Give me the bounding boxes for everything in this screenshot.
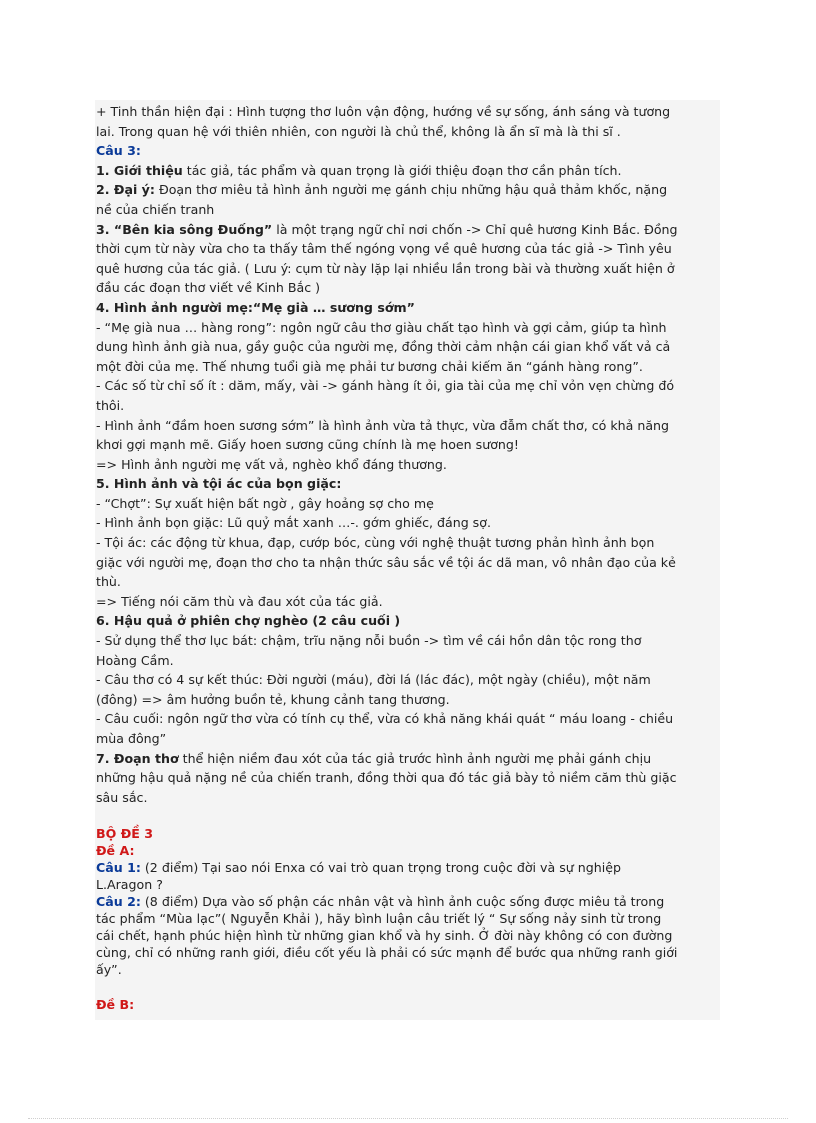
text-line: thù.: [96, 574, 121, 590]
text-line: một đời của mẹ. Thế nhưng tuổi già mẹ phải tư bương chải kiếm ăn “gánh hàng rong”.: [96, 358, 643, 374]
spacer: [96, 978, 720, 996]
cau3-heading: Câu 3:: [96, 143, 141, 159]
point-1: 1. Giới thiệu tác giả, tác phẩm và quan trọng là giới thiệu đoạn thơ cần phân tích.: [96, 162, 622, 178]
text-line: tác phẩm “Mùa lạc”( Nguyễn Khải ), hãy bình luận câu triết lý “ Sự sống nảy sinh từ trong: [96, 911, 662, 927]
text-line: giặc với người mẹ, đoạn thơ cho ta nhận thức sâu sắc về tội ác dã man, vô nhân đạo của kẻ: [96, 554, 676, 570]
text-line: - Hình ảnh bọn giặc: Lũ quỷ mắt xanh …-. gớm ghiếc, đáng sợ.: [96, 515, 491, 531]
intro-line: + Tinh thần hiện đại : Hình tượng thơ luôn vận động, hướng về sự sống, ánh sáng và tương: [96, 104, 671, 119]
text-line: dung hình ảnh già nua, gầy guộc của người mẹ, đồng thời cảm nhận cái gian khổ vất vả cả: [96, 339, 671, 355]
text-line: => Hình ảnh người mẹ vất vả, nghèo khổ đáng thương.: [96, 456, 447, 472]
text-line: Hoàng Cầm.: [96, 652, 174, 668]
question-2-label: Câu 2:: [96, 894, 141, 910]
document-content: [96, 102, 720, 1013]
text-line: L.Aragon ?: [96, 877, 163, 893]
point-6-heading: 6. Hậu quả ở phiên chợ nghèo (2 câu cuối ): [96, 613, 401, 629]
question-2: Câu 2: (8 điểm) Dựa vào số phận các nhân vật và hình ảnh cuộc sống được miêu tả trong: [96, 894, 665, 910]
text-line: quê hương của tác giả. ( Lưu ý: cụm từ này lặp lại nhiều lần trong bài và thường xuất hiện ở: [96, 260, 675, 276]
question-1: Câu 1: (2 điểm) Tại sao nói Enxa có vai trò quan trọng trong cuộc đời và sự nghiệp: [96, 860, 621, 876]
text-line: cái chết, hạnh phúc hiện hình từ những gian khổ và hy sinh. Ở đời này không có con đường: [96, 928, 673, 944]
text-line: - Tội ác: các động từ khua, đạp, cướp bóc, cùng với nghệ thuật tương phản hình ảnh bọn: [96, 535, 655, 551]
text-line: nề của chiến tranh: [96, 201, 215, 217]
text-line: mùa đông”: [96, 731, 167, 746]
text-line: những hậu quả nặng nề của chiến tranh, đồng thời qua đó tác giả bày tỏ niềm căm thù giặc: [96, 770, 677, 786]
de-a-heading: Đề A:: [96, 843, 135, 859]
text-line: cùng, chỉ có những ranh giới, điều cốt yếu là phải có sức mạnh để bước qua những ranh giới: [96, 945, 678, 961]
point-4-heading: 4. Hình ảnh người mẹ:“Mẹ già … sương sớm”: [96, 299, 415, 315]
point-5-heading: 5. Hình ảnh và tội ác của bọn giặc:: [96, 476, 342, 492]
text-line: thôi.: [96, 397, 125, 413]
text-line: thời cụm từ này vừa cho ta thấy tâm thế ngóng vọng về quê hương của tác giả -> Tình yêu: [96, 241, 672, 257]
point-3: 3. “Bên kia sông Đuống” là một trạng ngữ chỉ nơi chốn -> Chỉ quê hương Kinh Bắc. Đồng: [96, 221, 678, 237]
question-1-label: Câu 1:: [96, 860, 141, 876]
text-line: đầu các đoạn thơ viết về Kinh Bắc ): [96, 280, 321, 296]
spacer: [96, 807, 720, 825]
text-line: - “Chợt”: Sự xuất hiện bất ngờ , gây hoảng sợ cho mẹ: [96, 495, 434, 511]
point-7-label: 7. Đoạn thơ: [96, 750, 179, 766]
point-2-label: 2. Đại ý:: [96, 182, 155, 198]
bode3-section: [96, 825, 720, 1013]
text-line: - “Mẹ già nua … hàng rong”: ngôn ngữ câu thơ giàu chất tạo hình và gợi cảm, giúp ta hình: [96, 319, 667, 335]
text-line: sâu sắc.: [96, 789, 148, 805]
point-3-label: 3. “Bên kia sông Đuống”: [96, 221, 273, 237]
de-b-heading: Đề B:: [96, 997, 135, 1013]
point-2: 2. Đại ý: Đoạn thơ miêu tả hình ảnh người mẹ gánh chịu những hậu quả thảm khốc, nặng: [96, 182, 668, 198]
intro-line: lai. Trong quan hệ với thiên nhiên, con người là chủ thể, không là ẩn sĩ mà là thi sĩ .: [96, 123, 621, 139]
text-line: => Tiếng nói căm thù và đau xót của tác giả.: [96, 593, 383, 609]
text-line: (đông) => âm hưởng buồn tẻ, khung cảnh tang thương.: [96, 691, 450, 707]
text-line: - Câu thơ có 4 sự kết thúc: Đời người (máu), đời lá (lác đác), một ngày (chiều), một năm: [96, 672, 651, 688]
text-line: - Các số từ chỉ số ít : dăm, mấy, vài -> gánh hàng ít ỏi, gia tài của mẹ chỉ vỏn vẹn chừng đó: [96, 378, 675, 394]
text-line: - Hình ảnh “đầm hoen sương sớm” là hình ảnh vừa tả thực, vừa đẫm chất thơ, có khả năng: [96, 417, 670, 433]
point-7: 7. Đoạn thơ thể hiện niềm đau xót của tác giả trước hình ảnh người mẹ phải gánh chịu: [96, 750, 652, 766]
bode3-title: BỘ ĐỀ 3: [96, 826, 153, 842]
text-line: ấy”.: [96, 962, 122, 978]
text-line: - Sử dụng thể thơ lục bát: chậm, trĩu nặng nỗi buồn -> tìm về cái hồn dân tộc rong thơ: [96, 633, 642, 649]
text-line: khơi gợi mạnh mẽ. Giấy hoen sương cũng chính là mẹ hoen sương!: [96, 437, 519, 453]
text-line: - Câu cuối: ngôn ngữ thơ vừa có tính cụ thể, vừa có khả năng khái quát “ máu loang - chiều: [96, 711, 674, 727]
page-divider: [28, 1118, 788, 1119]
point-1-label: 1. Giới thiệu: [96, 162, 183, 178]
